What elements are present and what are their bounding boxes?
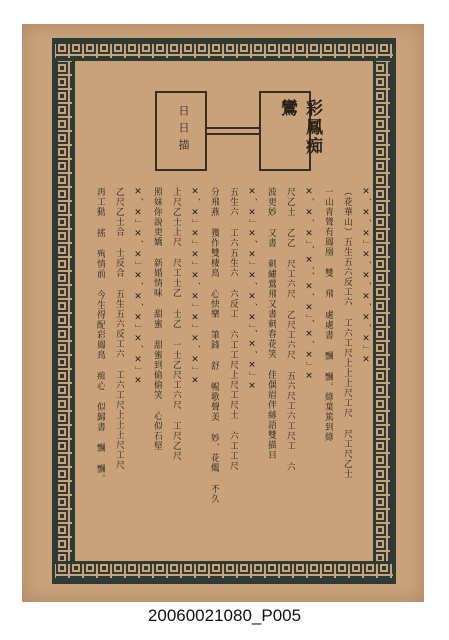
archive-caption: 20060021080_P005 <box>147 606 302 625</box>
score-column: ✕、✕、✕」✕、✕、✕、✕、✕」✕ <box>361 187 371 366</box>
title-box <box>259 91 322 171</box>
border-pattern-right <box>373 61 393 561</box>
score-column: ✕、✕」✕、✕」✕、✕、✕」、✕、✕」✕ <box>247 187 257 393</box>
score-column: 乙尺乙士合 士反合 五生五六反工六 工六工尺上上上尺工尺 <box>114 187 124 470</box>
score-column: 再工動 搖 殉情前 今生得配彩鳳鳥 痴心 似歸書 飄 飄。 <box>95 187 105 484</box>
document-sheet <box>22 24 424 602</box>
score-column: 五生六 工六五生六 六反工 六工工尺上尺工尺士 六工工尺 <box>228 187 238 471</box>
song-subtitle: 日日描 <box>177 105 190 156</box>
score-column: （花華山）五生五六反工六 工六工尺上上上尺工尺 尺工尺乙士 <box>342 187 352 479</box>
border-pattern-left <box>55 61 75 561</box>
title-connector <box>207 127 259 135</box>
score-column: 波更妙 又書 刺繡鶯飛又書刺春花笑 佳偶眉伴絲語雙描目 <box>266 187 276 460</box>
score-column: ✕、✕、✕」、✕、、✕、✕」、✕、✕」✕ <box>304 187 314 383</box>
score-column: ✕、✕」✕」✕」✕、✕」✕」✕、✕」✕ <box>190 187 200 387</box>
song-title: 彩鳳痴鸞 <box>277 99 322 156</box>
ornamental-border <box>52 38 396 584</box>
score-column: 一山青聳有鳳凰 雙 飛 處處書 飄 飄。綠葉篤到綠 <box>323 187 333 442</box>
border-pattern-top <box>55 41 393 61</box>
score-column: 照妹你說更嬌 新婚情味 甜蜜 甜蜜到偷偷笑 心似石堅 <box>152 187 162 451</box>
content-area <box>75 61 373 561</box>
score-column: 分飛燕 獲作雙棲鳥 心快樂 筆鋒 舒 暢歌聲美 妙、花燭 不久 <box>209 187 219 504</box>
score-column: 尺乙士 乙乙 尺工六尺 乙尺工六尺 五六尺工六工尺工 六 <box>285 187 295 472</box>
score-column: 上尺乙士上尺 尺工士乙 士乙 一士乙尺工六尺 工尺乙尺 <box>171 187 181 461</box>
score-column: ✕、✕」✕、✕」✕、✕、✕」✕、✕」✕ <box>133 187 143 387</box>
subtitle-box <box>155 91 207 171</box>
border-pattern-bottom <box>55 561 393 581</box>
